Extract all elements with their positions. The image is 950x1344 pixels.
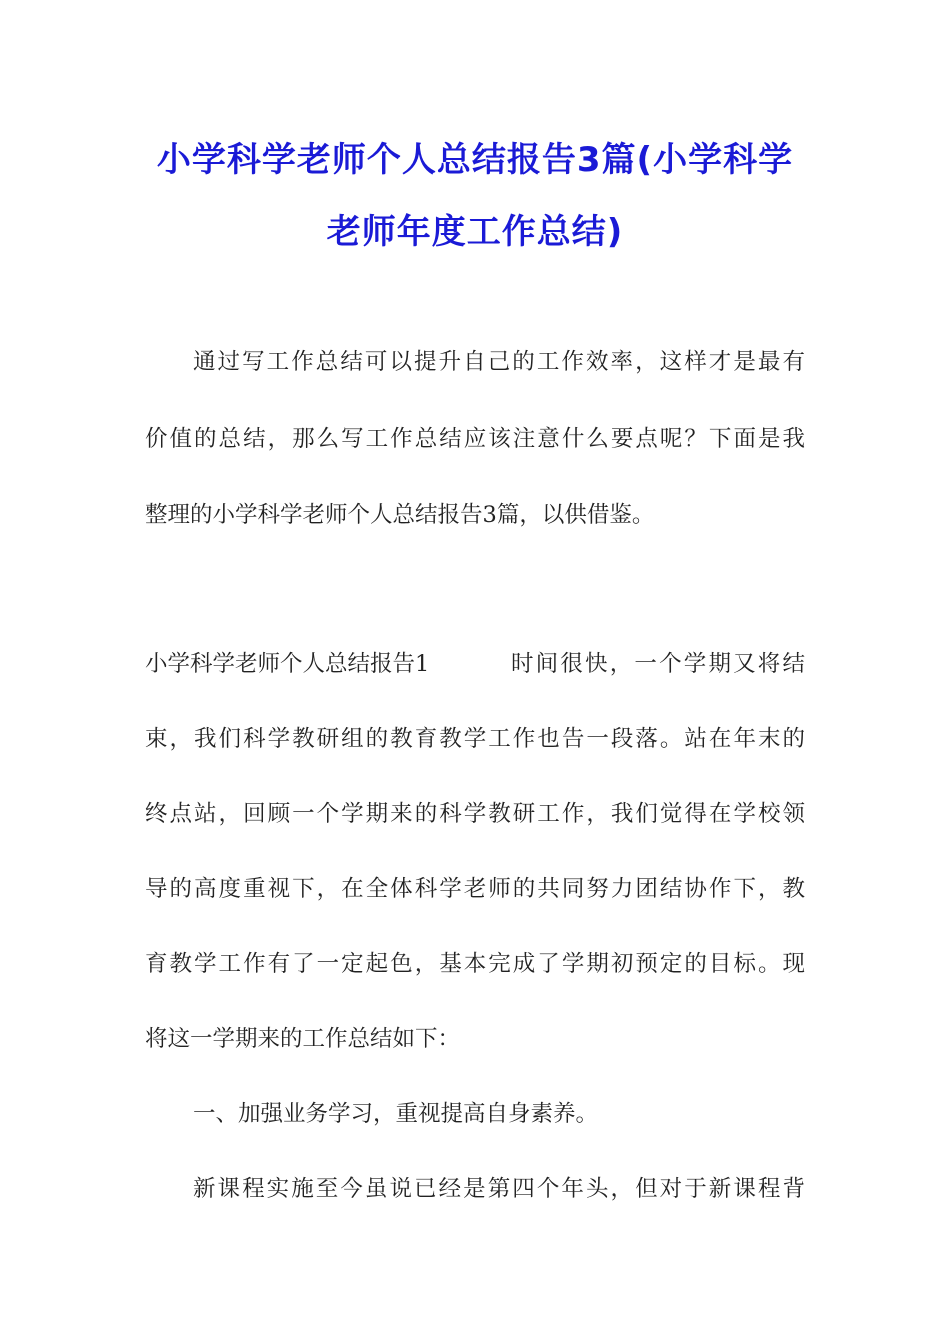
section-1-line-1: 束，我们科学教研组的教育教学工作也告一段落。站在年末的 [145,726,805,752]
document-title-line-1: 小学科学老师个人总结报告3篇(小学科学 [156,140,794,180]
intro-line-1: 通过写工作总结可以提升自己的工作效率，这样才是最有 [193,349,805,375]
section-1-heading: 小学科学老师个人总结报告1 [145,651,430,677]
point-1-line-1: 新课程实施至今虽说已经是第四个年头，但对于新课程背 [193,1176,805,1202]
intro-line-3: 整理的小学科学老师个人总结报告3篇，以供借鉴。 [145,502,655,528]
section-1-lead-text: 时间很快，一个学期又将结 [511,651,805,677]
point-1-heading: 一、加强业务学习，重视提高自身素养。 [193,1101,599,1127]
section-1-line-5: 将这一学期来的工作总结如下： [145,1026,461,1052]
intro-line-2: 价值的总结，那么写工作总结应该注意什么要点呢？下面是我 [145,426,805,452]
section-1-line-2: 终点站，回顾一个学期来的科学教研工作，我们觉得在学校领 [145,801,805,827]
document-title-line-2: 老师年度工作总结) [326,212,624,252]
section-1-line-3: 导的高度重视下，在全体科学老师的共同努力团结协作下，教 [145,876,805,902]
section-1-line-4: 育教学工作有了一定起色，基本完成了学期初预定的目标。现 [145,951,805,977]
